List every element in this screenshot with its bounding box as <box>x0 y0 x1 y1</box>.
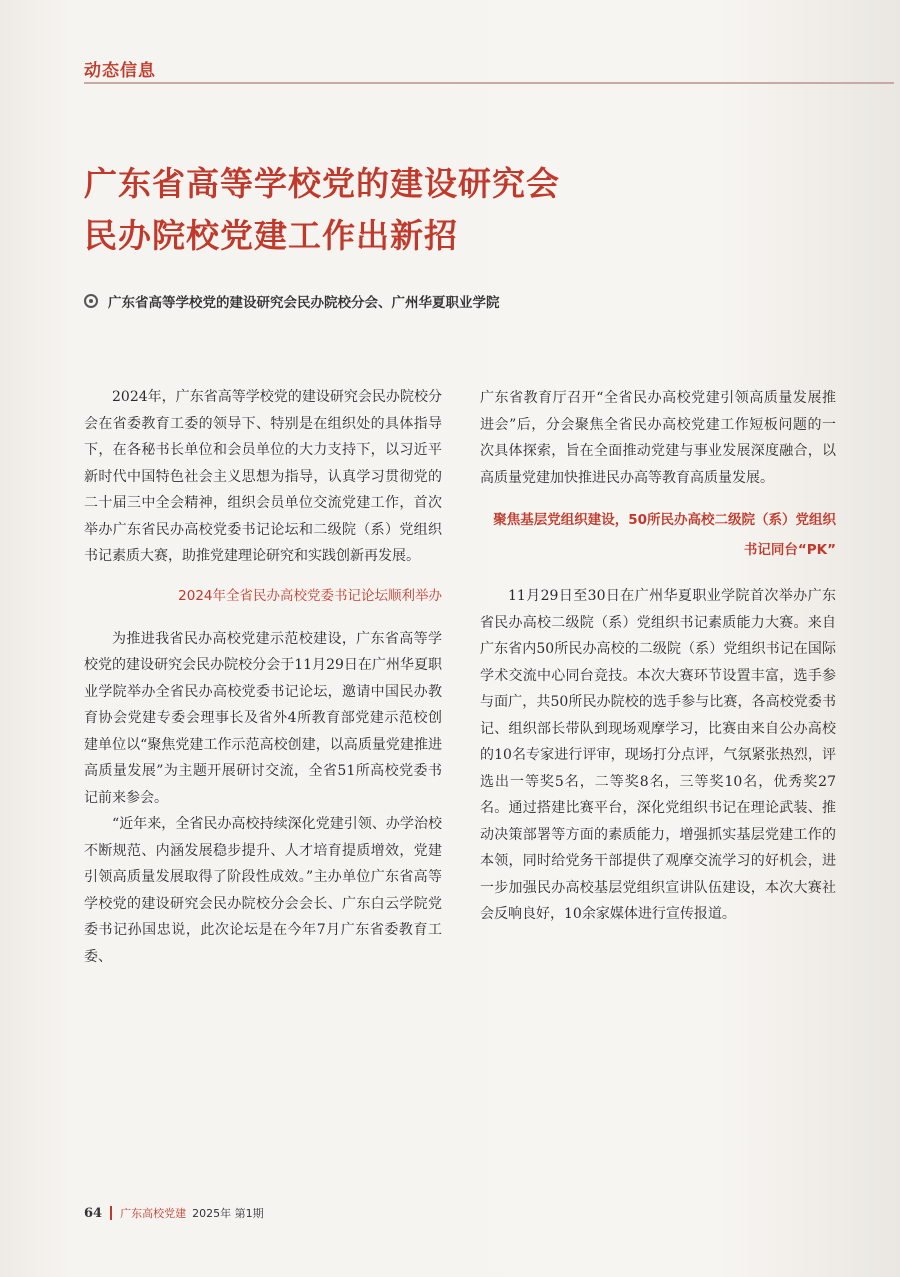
article-byline <box>84 291 784 311</box>
headline-line-2: 民办院校党建工作出新招 <box>84 216 458 255</box>
section-tag: 动态信息 <box>84 61 156 81</box>
left-column <box>84 384 442 970</box>
right-column <box>480 385 836 928</box>
right-paragraph-continued: 广东省教育厅召开“全省民办高校党建引领高质量发展推进会”后，分会聚焦全省民办高校党建工作短板问题的一次具体探索，旨在全面推动党建与事业发展深度融合，以高质量党建加快推进民办高等教育高质量发展。 <box>480 390 836 486</box>
issue-label: 2025年 第1期 <box>192 1207 264 1220</box>
right-subheading: 聚焦基层党组织建设，50所民办高校二级院（系）党组织书记同台“PK” <box>493 512 836 558</box>
byline-bullet-icon <box>84 294 98 308</box>
journal-name: 广东高校党建 <box>120 1207 187 1220</box>
section-divider <box>84 82 894 84</box>
footer-separator <box>110 1206 112 1220</box>
left-paragraph-1: 2024年，广东省高等学校党的建设研究会民办院校分会在省委教育工委的领导下、特别是在组织处的具体指导下，在各秘书长单位和会员单位的大力支持下，以习近平新时代中国特色社会主义思想为指导，认真学习贯彻党的二十届三中全会精神，组织会员单位交流党建工作，首次举办广东省民办高校党委书记论坛和二级院（系）党组织书记素质大赛，助推党建理论研究和实践创新再发展。 <box>84 389 442 564</box>
article-headline <box>84 158 644 262</box>
headline-line-1: 广东省高等学校党的建设研究会 <box>84 164 560 203</box>
byline-text: 广东省高等学校党的建设研究会民办院校分会、广州华夏职业学院 <box>108 295 500 311</box>
left-paragraph-3: “近年来，全省民办高校持续深化党建引领、办学治校不断规范、内涵发展稳步提升、人才培育提质增效，党建引领高质量发展取得了阶段性成效。”主办单位广东省高等学校党的建设研究会民办院校分会会长、广东白云学院党委书记孙国忠说，此次论坛是在今年7月广东省委教育工委、 <box>84 816 442 965</box>
left-subheading: 2024年全省民办高校党委书记论坛顺利举办 <box>178 587 442 604</box>
page-footer <box>84 1205 264 1221</box>
right-paragraph-2: 11月29日至30日在广州华夏职业学院首次举办广东省民办高校二级院（系）党组织书记素质能力大赛。来自广东省内50所民办高校的二级院（系）党组织书记在国际学术交流中心同台竞技。本次大赛环节设置丰富，选手参与面广，共50所民办院校的选手参与比赛，各高校党委书记、组织部长带队到现场观摩学习，比赛由来自公办高校的10名专家进行评审，现场打分点评，气氛紧张热烈，评选出一等奖5名，二等奖8名，三等奖10名，优秀奖27名。通过搭建比赛平台，深化党组织书记在理论武装、推动决策部署等方面的素质能力，增强抓实基层党建工作的本领，同时给党务干部提供了观摩交流学习的好机会，进一步加强民办高校基层党组织宣讲队伍建设，本次大赛社会反响良好，10余家媒体进行宣传报道。 <box>480 588 836 922</box>
page-number: 64 <box>84 1205 103 1221</box>
left-paragraph-2: 为推进我省民办高校党建示范校建设，广东省高等学校党的建设研究会民办院校分会于11月29日在广州华夏职业学院举办全省民办高校党委书记论坛，邀请中国民办教育协会党建专委会理事长及省外4所教育部党建示范校创建单位以“聚焦党建工作示范高校创建，以高质量党建推进高质量发展”为主题开展研讨交流，全省51所高校党委书记前来参会。 <box>84 630 442 806</box>
